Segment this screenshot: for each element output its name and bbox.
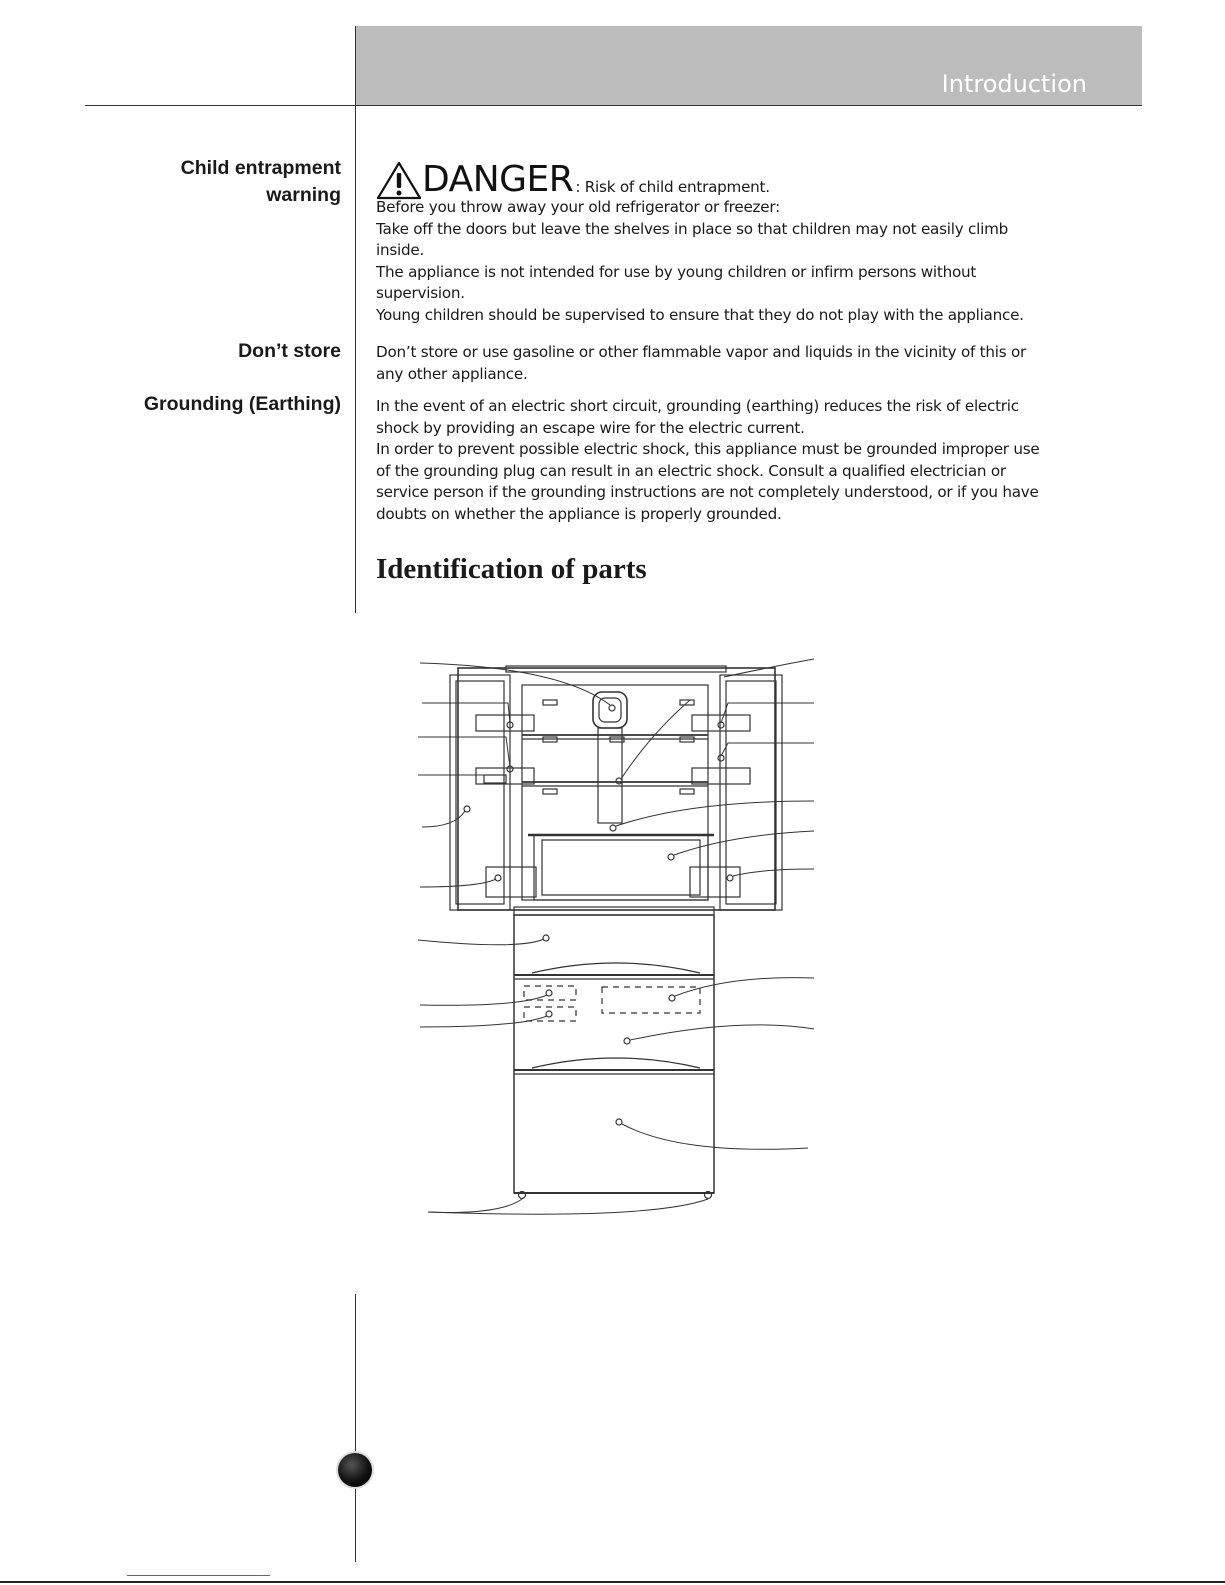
parts-section-title: Identification of parts [376,553,647,585]
danger-heading [376,158,770,200]
footer-link-underline [127,1575,270,1576]
danger-word: DANGER [422,159,574,200]
header-title: Introduction [941,70,1087,98]
dont-store-text: Don’t store or use gasoline or other flammable vapor and liquids in the vicinity of this or any other appliance. [376,343,1026,383]
header-rule [85,105,1142,106]
vertical-rule-top [355,26,356,613]
grounding-text: In the event of an electric short circuit, grounding (earthing) reduces the risk of electric shock by providing an escape wire for the electric current. In order to prevent possible electric shock, this appliance must be grounded improper use of the grounding plug can result in an electric shock. Consult a qualified electrician or service person if the grounding instructions are not completely understood, or if you have doubts on whether the appliance is properly grounded. [376,397,1040,523]
grounding-label: Grounding (Earthing) [143,393,341,415]
child-entrapment-text: Before you throw away your old refrigerator or freezer: Take off the doors but leave the shelves in place so that children may not easily climb inside. The appliance is not intended for use by young children or infirm persons without supervision. Young children should be supervised to ensure that they do not play with the appliance. [376,198,1024,324]
refrigerator-parts-diagram [410,655,830,1235]
danger-suffix: : Risk of child entrapment. [575,178,770,196]
warning-triangle-icon [376,160,422,200]
footer-rule [0,1581,1225,1583]
child-entrapment-label: Child entrapment warning [180,157,341,206]
dont-store-label: Don’t store [238,340,341,362]
page-number-marker [338,1453,372,1487]
vertical-rule-bottom [355,1294,356,1562]
